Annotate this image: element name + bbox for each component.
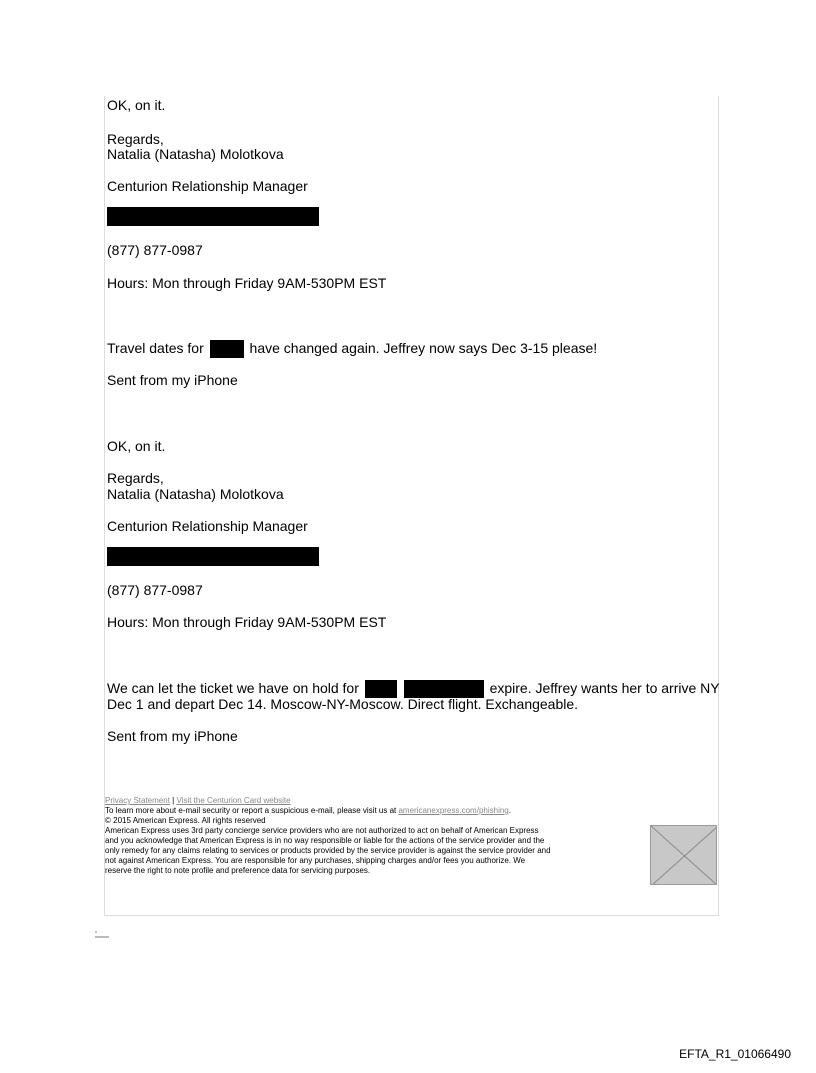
reply-ok: OK, on it. [107, 97, 166, 113]
document-id: EFTA_R1_01066490 [679, 1047, 791, 1061]
disclaimer-line: and you acknowledge that American Express is in no way responsible or liable for the actions of the service provider and the [105, 836, 545, 845]
redaction-bar [107, 547, 319, 566]
phishing-period: . [508, 806, 511, 815]
privacy-statement-link[interactable]: Privacy Statement [105, 796, 170, 805]
sent-from-iphone: Sent from my iPhone [107, 372, 238, 388]
phishing-link[interactable]: americanexpress.com/phishing [398, 806, 509, 815]
sent-from-iphone: Sent from my iPhone [107, 728, 238, 744]
sender-title: Centurion Relationship Manager [107, 518, 308, 534]
disclaimer-line: American Express uses 3rd party concierge service providers who are not authorized to act on behalf of American Express [105, 826, 539, 835]
reply-ok: OK, on it. [107, 438, 166, 454]
disclaimer-line: not against American Express. You are responsible for any purchases, shipping charges and/or fees you authorize. We [105, 856, 526, 865]
message-text-before: We can let the ticket we have on hold for [107, 680, 359, 696]
office-hours: Hours: Mon through Friday 9AM-530PM EST [107, 614, 387, 630]
link-separator: | [172, 796, 175, 805]
message-text-before: Travel dates for [107, 340, 204, 356]
stray-mark [95, 930, 109, 940]
sender-title: Centurion Relationship Manager [107, 178, 308, 194]
redaction-box [210, 340, 244, 358]
sender-name: Natalia (Natasha) Molotkova [107, 486, 284, 502]
message-line-2: Dec 1 and depart Dec 14. Moscow-NY-Moscow. Direct flight. Exchangeable. [107, 696, 579, 712]
copyright: © 2015 American Express. All rights reserved [105, 816, 266, 825]
regards: Regards, [107, 470, 164, 486]
broken-image-icon [650, 825, 717, 885]
sender-name: Natalia (Natasha) Molotkova [107, 146, 284, 162]
phishing-text: To learn more about e-mail security or report a suspicious e-mail, please visit us at [105, 806, 397, 815]
redaction-bar [107, 207, 319, 226]
centurion-website-link[interactable]: Visit the Centurion Card website [176, 796, 291, 805]
sender-phone: (877) 877-0987 [107, 582, 203, 598]
sender-phone: (877) 877-0987 [107, 242, 203, 258]
disclaimer-line: only remedy for any claims relating to services or products provided by the service provider is against the service provider and [105, 846, 551, 855]
office-hours: Hours: Mon through Friday 9AM-530PM EST [107, 275, 387, 291]
footer-links [105, 796, 291, 806]
regards: Regards, [107, 131, 164, 147]
message-text-after: have changed again. Jeffrey now says Dec 3-15 please! [249, 340, 598, 356]
message-text-after: expire. Jeffrey wants her to arrive NY [489, 680, 720, 696]
message-line [107, 340, 597, 358]
phishing-notice [105, 806, 511, 816]
disclaimer-line: reserve the right to note profile and preference data for servicing purposes. [105, 866, 371, 875]
